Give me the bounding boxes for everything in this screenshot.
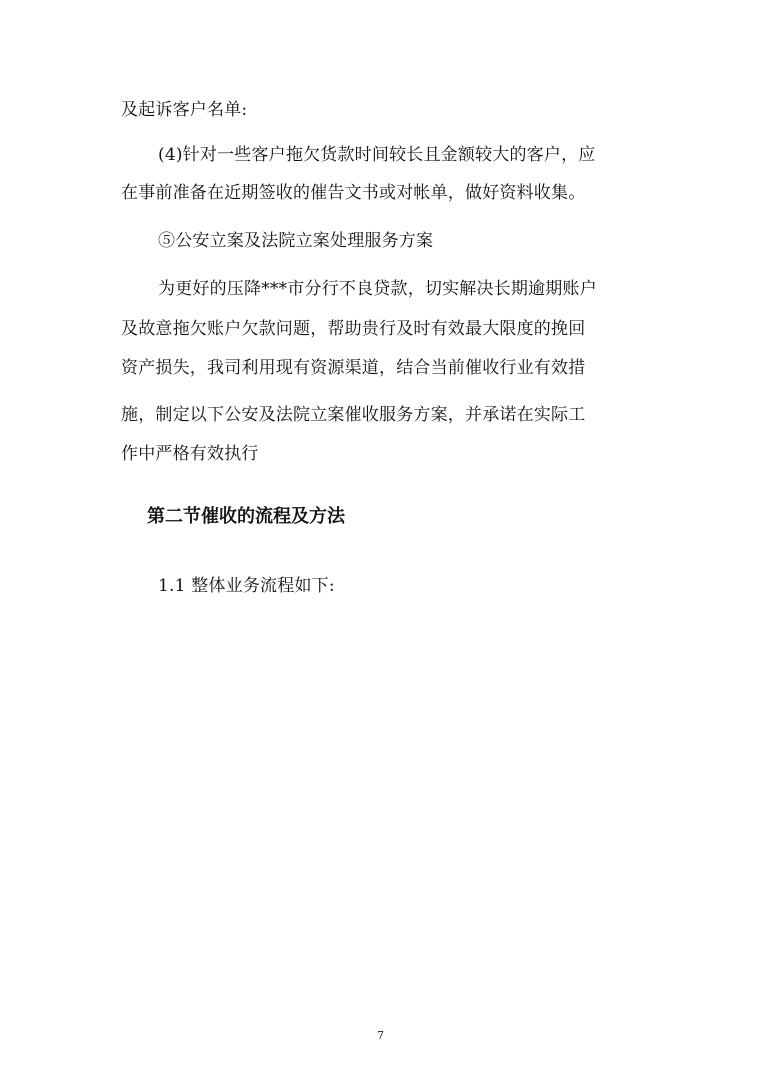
text-line: ⑤公安立案及法院立案处理服务方案 (158, 231, 434, 251)
text-line: 施，制定以下公安及法院立案催收服务方案，并承诺在实际工 (121, 405, 586, 425)
text-line: 为更好的压降***市分行不良贷款，切实解决长期逾期账户 (158, 279, 597, 299)
text-line: 及故意拖欠账户欠款问题，帮助贵行及时有效最大限度的挽回 (121, 319, 586, 339)
text-line: 及起诉客户名单: (121, 100, 248, 120)
text-line: (4)针对一些客户拖欠货款时间较长且金额较大的客户，应 (158, 145, 596, 165)
text-line: 作中严格有效执行 (121, 444, 259, 464)
section-heading: 第二节催收的流程及方法 (147, 506, 345, 527)
text-line: 资产损失，我司利用现有资源渠道，结合当前催收行业有效措 (121, 358, 586, 378)
subheading: 1.1 整体业务流程如下: (158, 576, 335, 596)
text-line: 在事前准备在近期签收的催告文书或对帐单，做好资料收集。 (121, 183, 586, 203)
page-number: 7 (377, 1029, 384, 1042)
